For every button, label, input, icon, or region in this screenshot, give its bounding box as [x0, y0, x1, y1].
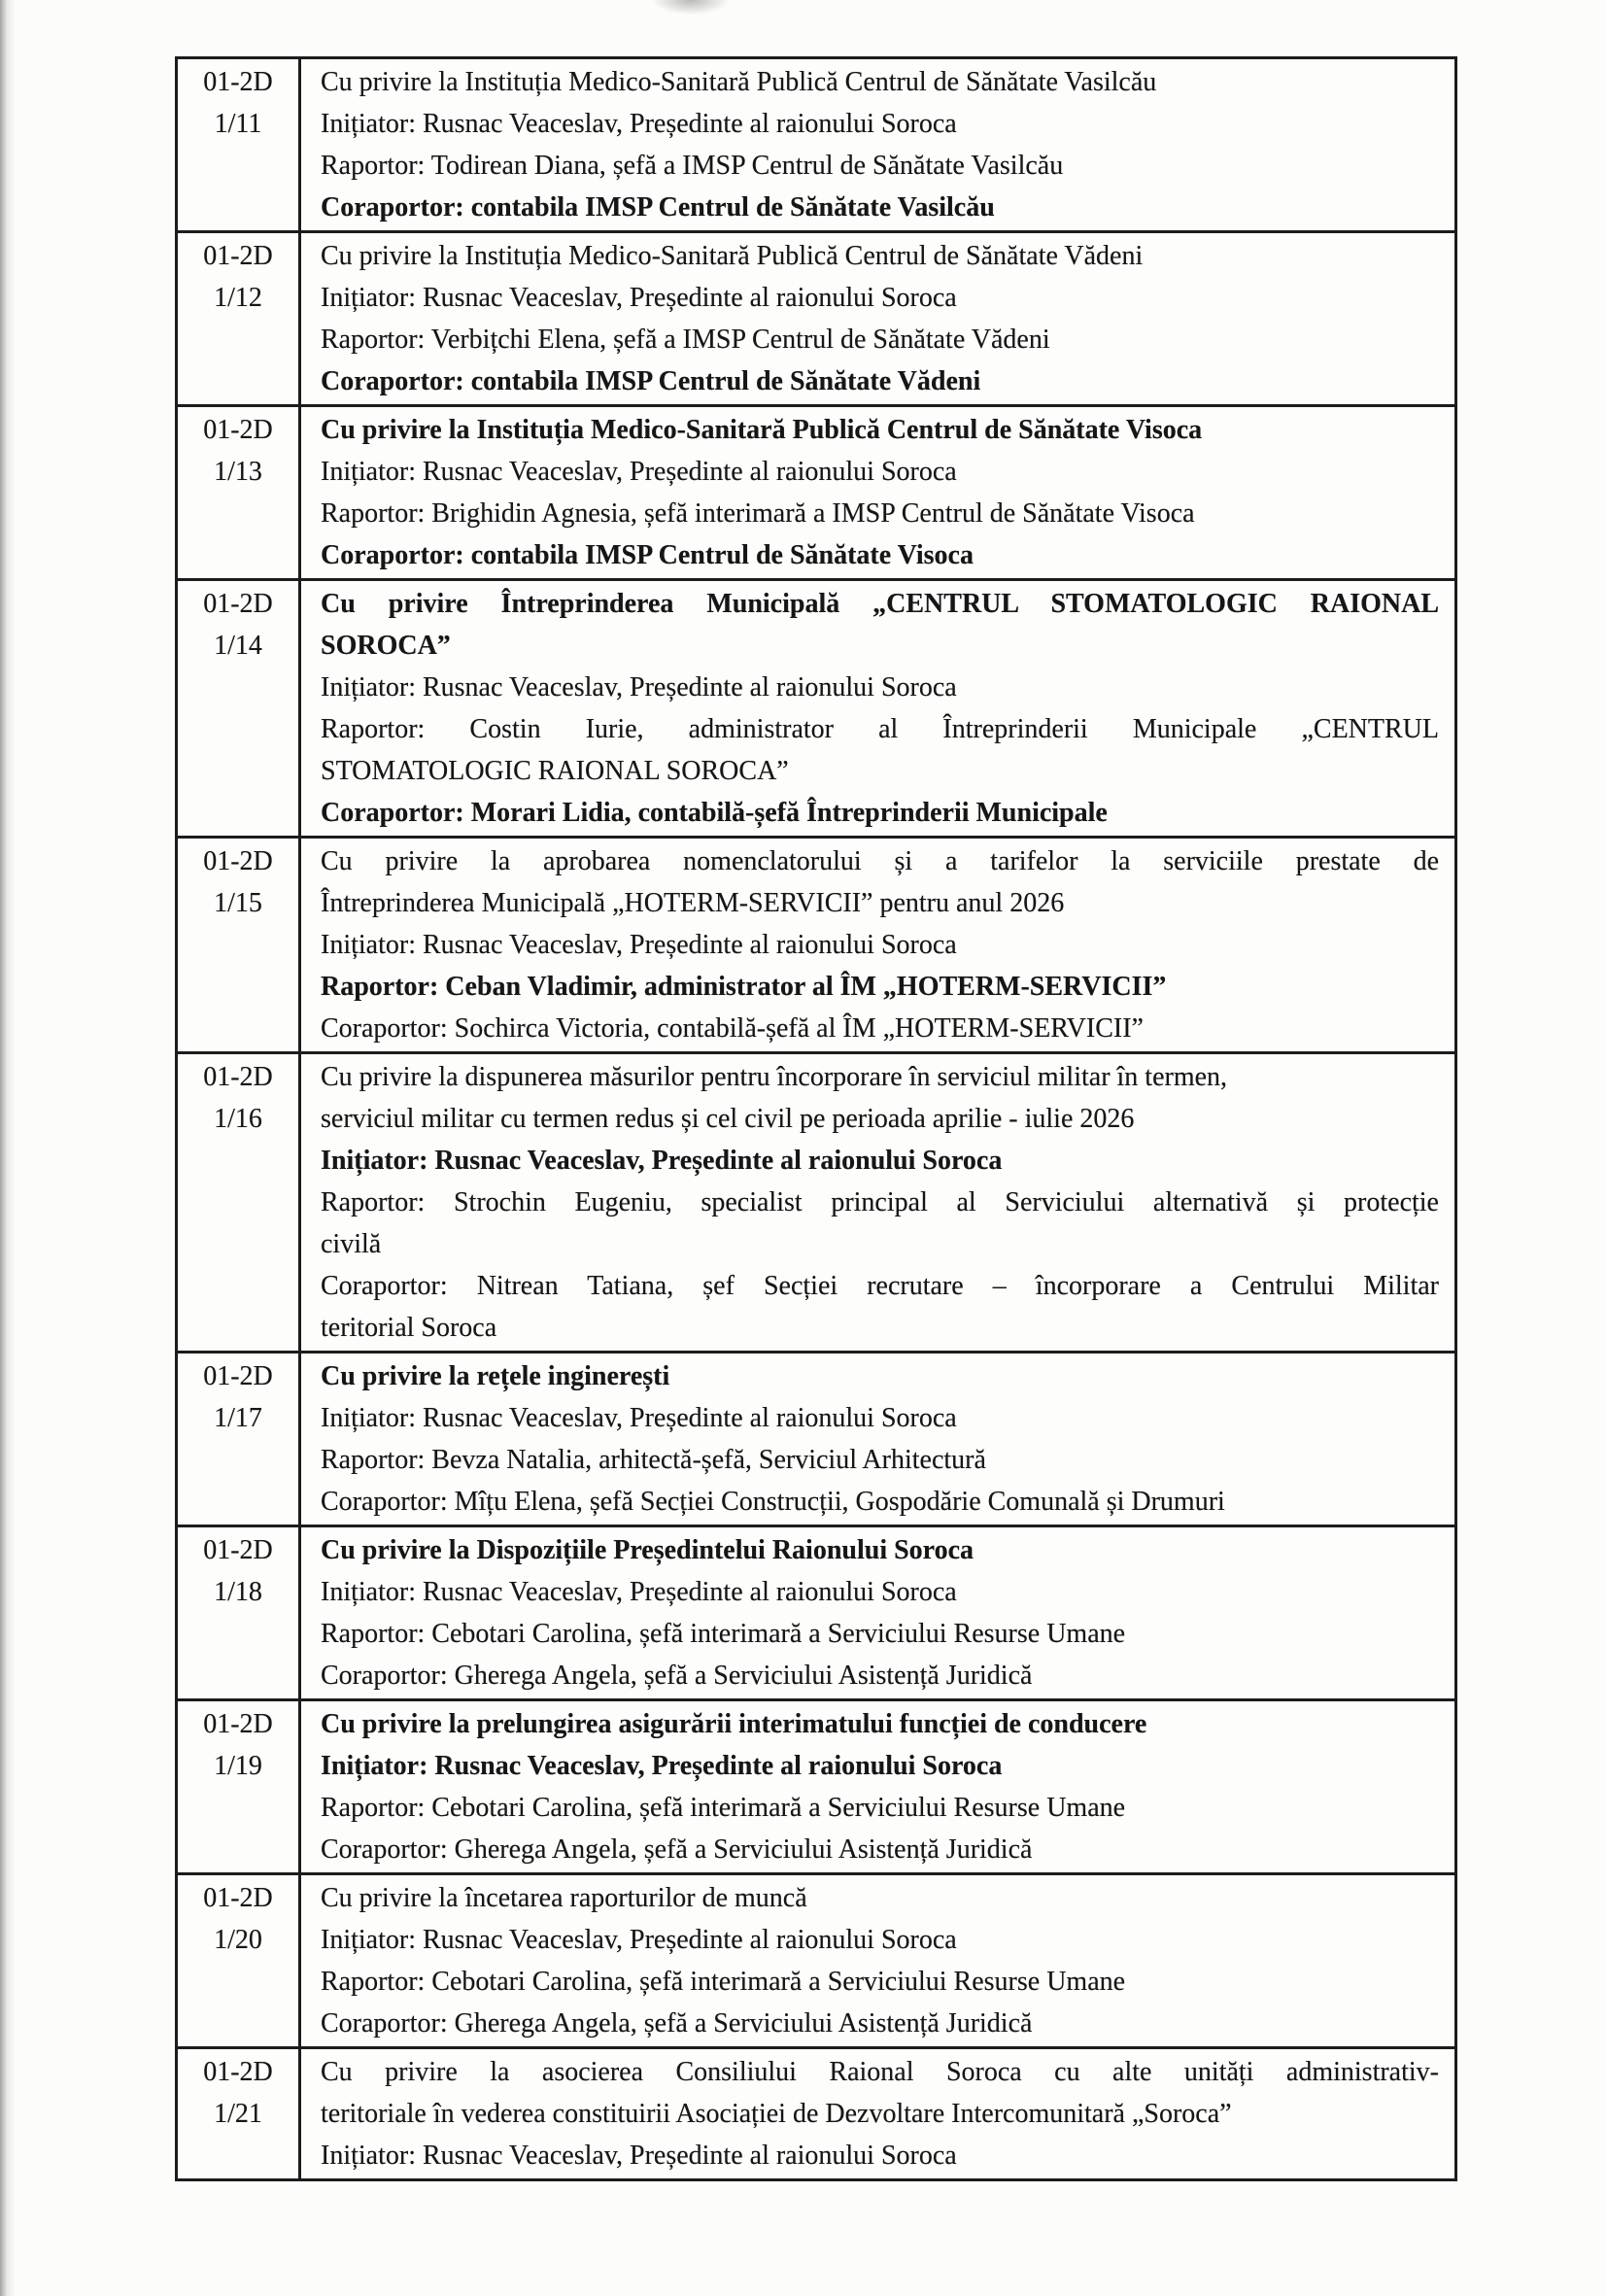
item-line: Raportor: Cebotari Carolina, șefă interimară a Serviciului Resurse Umane — [321, 1619, 1126, 1649]
item-line: Raportor: Brighidin Agnesia, șefă interimară a IMSP Centrul de Sănătate Visoca — [321, 498, 1195, 529]
agenda-row — [178, 1051, 1454, 1351]
item-code-cell — [178, 839, 301, 1051]
item-text-cell — [301, 1701, 1454, 1872]
item-code: 01-2D — [203, 67, 273, 97]
item-line: Cu privire la rețele inginerești — [321, 1361, 670, 1391]
item-line: Inițiator: Rusnac Veaceslav, Președinte al raionului Soroca — [321, 1751, 1003, 1781]
item-text-cell — [301, 1527, 1454, 1698]
agenda-row — [178, 578, 1454, 836]
item-line: Cu privire la prelungirea asigurării interimatului funcției de conducere — [321, 1709, 1147, 1739]
item-number: 1/21 — [214, 2099, 262, 2129]
item-line: Raportor: Cebotari Carolina, șefă interimară a Serviciului Resurse Umane — [321, 1793, 1126, 1823]
item-line: Cu privire Întreprinderea Municipală „CENTRUL STOMATOLOGIC RAIONAL — [321, 589, 1439, 619]
item-number: 1/17 — [214, 1403, 262, 1433]
item-code-cell — [178, 1701, 301, 1872]
item-code: 01-2D — [203, 2057, 273, 2087]
agenda-table — [175, 56, 1457, 2181]
item-text-cell — [301, 59, 1454, 230]
item-number: 1/18 — [214, 1577, 262, 1607]
item-line: Cu privire la dispunerea măsurilor pentru încorporare în serviciul militar în termen, — [321, 1062, 1228, 1092]
item-line: Inițiator: Rusnac Veaceslav, Președinte al raionului Soroca — [321, 2141, 957, 2171]
item-number: 1/13 — [214, 457, 262, 487]
item-number: 1/11 — [214, 109, 262, 139]
item-line: Inițiator: Rusnac Veaceslav, Președinte al raionului Soroca — [321, 672, 957, 703]
item-line: Coraportor: Gherega Angela, șefă a Serviciului Asistență Juridică — [321, 2008, 1033, 2039]
item-line: teritorial Soroca — [321, 1313, 497, 1343]
item-line: Coraportor: contabila IMSP Centrul de Sănătate Vasilcău — [321, 192, 995, 223]
item-code: 01-2D — [203, 1535, 273, 1565]
item-line: Coraportor: Morari Lidia, contabilă-șefă Întreprinderii Municipale — [321, 798, 1108, 828]
item-line: Raportor: Ceban Vladimir, administrator al ÎM „HOTERM-SERVICII” — [321, 972, 1167, 1002]
item-code: 01-2D — [203, 589, 273, 619]
agenda-row — [178, 836, 1454, 1051]
item-line: Inițiator: Rusnac Veaceslav, Președinte al raionului Soroca — [321, 457, 957, 487]
item-text-cell — [301, 233, 1454, 404]
item-line: Cu privire la Instituția Medico-Sanitară Publică Centrul de Sănătate Vasilcău — [321, 67, 1157, 97]
item-text-cell — [301, 839, 1454, 1051]
item-line: Cu privire la Dispozițiile Președintelui Raionului Soroca — [321, 1535, 974, 1565]
item-number: 1/15 — [214, 888, 262, 918]
item-code-cell — [178, 1875, 301, 2046]
item-line: Raportor: Verbițchi Elena, șefă a IMSP Centrul de Sănătate Vădeni — [321, 325, 1050, 355]
agenda-row — [178, 1525, 1454, 1698]
item-code: 01-2D — [203, 1883, 273, 1913]
item-code: 01-2D — [203, 1062, 273, 1092]
item-code: 01-2D — [203, 846, 273, 876]
item-line: Cu privire la încetarea raporturilor de muncă — [321, 1883, 807, 1913]
item-line: Cu privire la aprobarea nomenclatorului și a tarifelor la serviciile prestate de — [321, 846, 1439, 876]
item-text-cell — [301, 1875, 1454, 2046]
item-line: serviciul militar cu termen redus și cel civil pe perioada aprilie - iulie 2026 — [321, 1104, 1135, 1134]
item-line: Inițiator: Rusnac Veaceslav, Președinte al raionului Soroca — [321, 1925, 957, 1955]
item-code: 01-2D — [203, 1361, 273, 1391]
item-line: teritoriale în vederea constituirii Asociației de Dezvoltare Intercomunitară „Soroca” — [321, 2099, 1232, 2129]
agenda-row — [178, 230, 1454, 404]
item-line: Coraportor: Nitrean Tatiana, șef Secției recrutare – încorporare a Centrului Militar — [321, 1271, 1439, 1301]
item-number: 1/14 — [214, 631, 262, 661]
item-line: Inițiator: Rusnac Veaceslav, Președinte al raionului Soroca — [321, 1146, 1003, 1176]
item-number: 1/19 — [214, 1751, 262, 1781]
item-line: Raportor: Strochin Eugeniu, specialist principal al Serviciului alternativă și protecție — [321, 1187, 1439, 1217]
item-line: Coraportor: Sochirca Victoria, contabilă-șefă al ÎM „HOTERM-SERVICII” — [321, 1013, 1144, 1044]
agenda-row — [178, 1872, 1454, 2046]
item-line: Raportor: Bevza Natalia, arhitectă-șefă, Serviciul Arhitectură — [321, 1445, 986, 1475]
item-line: civilă — [321, 1229, 382, 1259]
item-line: Raportor: Cebotari Carolina, șefă interimară a Serviciului Resurse Umane — [321, 1967, 1126, 1997]
item-text-cell — [301, 1354, 1454, 1525]
item-line: Întreprinderea Municipală „HOTERM-SERVICII” pentru anul 2026 — [321, 888, 1065, 918]
item-line: Inițiator: Rusnac Veaceslav, Președinte al raionului Soroca — [321, 109, 957, 139]
item-code-cell — [178, 233, 301, 404]
item-line: Cu privire la Instituția Medico-Sanitară Publică Centrul de Sănătate Vădeni — [321, 241, 1144, 271]
item-line: Inițiator: Rusnac Veaceslav, Președinte al raionului Soroca — [321, 930, 957, 960]
item-line: Coraportor: contabila IMSP Centrul de Sănătate Visoca — [321, 540, 974, 570]
agenda-row — [178, 1351, 1454, 1525]
item-line: Inițiator: Rusnac Veaceslav, Președinte al raionului Soroca — [321, 1577, 957, 1607]
item-line: Cu privire la Instituția Medico-Sanitară Publică Centrul de Sănătate Visoca — [321, 415, 1203, 445]
agenda-row — [178, 2046, 1454, 2178]
item-code-cell — [178, 407, 301, 578]
item-code: 01-2D — [203, 241, 273, 271]
agenda-row — [178, 59, 1454, 230]
item-number: 1/20 — [214, 1925, 262, 1955]
item-code-cell — [178, 2049, 301, 2178]
item-text-cell — [301, 1054, 1454, 1351]
scan-smudge-artifact — [653, 0, 729, 15]
scan-edge-shadow — [0, 0, 16, 2296]
agenda-row — [178, 404, 1454, 578]
item-text-cell — [301, 407, 1454, 578]
agenda-row — [178, 1698, 1454, 1872]
item-code: 01-2D — [203, 1709, 273, 1739]
item-line: Raportor: Todirean Diana, șefă a IMSP Centrul de Sănătate Vasilcău — [321, 151, 1064, 181]
item-code-cell — [178, 1527, 301, 1698]
item-line: Inițiator: Rusnac Veaceslav, Președinte al raionului Soroca — [321, 283, 957, 313]
item-line: Inițiator: Rusnac Veaceslav, Președinte al raionului Soroca — [321, 1403, 957, 1433]
item-line: Cu privire la asocierea Consiliului Raional Soroca cu alte unități administrativ- — [321, 2057, 1439, 2087]
item-code-cell — [178, 59, 301, 230]
item-line: Coraportor: Mîțu Elena, șefă Secției Construcții, Gospodărie Comunală și Drumuri — [321, 1487, 1225, 1517]
item-line: STOMATOLOGIC RAIONAL SOROCA” — [321, 756, 789, 786]
item-number: 1/16 — [214, 1104, 262, 1134]
item-code-cell — [178, 1054, 301, 1351]
item-number: 1/12 — [214, 283, 262, 313]
item-line: SOROCA” — [321, 631, 451, 661]
item-line: Raportor: Costin Iurie, administrator al Întreprinderii Municipale „CENTRUL — [321, 714, 1439, 744]
item-line: Coraportor: Gherega Angela, șefă a Serviciului Asistență Juridică — [321, 1661, 1033, 1691]
item-code-cell — [178, 1354, 301, 1525]
item-text-cell — [301, 581, 1454, 836]
item-text-cell — [301, 2049, 1454, 2178]
item-code: 01-2D — [203, 415, 273, 445]
item-line: Coraportor: Gherega Angela, șefă a Serviciului Asistență Juridică — [321, 1834, 1033, 1865]
item-code-cell — [178, 581, 301, 836]
item-line: Coraportor: contabila IMSP Centrul de Sănătate Vădeni — [321, 366, 981, 396]
